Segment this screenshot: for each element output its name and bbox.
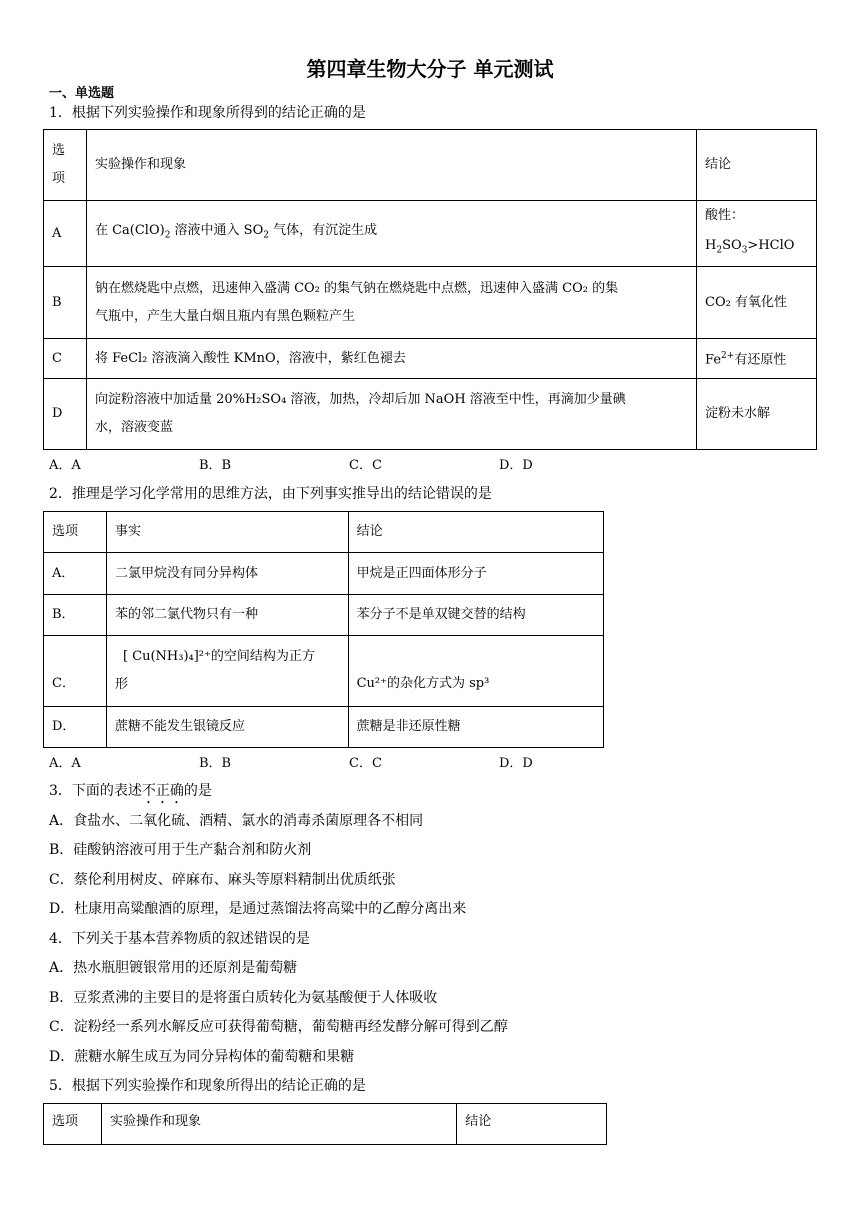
q2-stem: 2．推理是学习化学常用的思维方法，由下列事实推导出的结论错误的是 — [49, 486, 492, 502]
header-option: 选项 — [44, 130, 87, 201]
table-row — [44, 553, 604, 595]
row-conclusion: CO₂ 有氧化性 — [697, 267, 817, 339]
header-option: 选项 — [44, 512, 107, 553]
header-conclusion: 结论 — [697, 130, 817, 201]
option-b[interactable]: B．B — [199, 458, 232, 473]
q3-stem: 3．下面的表述不正确的是 — [49, 783, 212, 799]
header-option: 选项 — [44, 1104, 102, 1145]
row-operation: 钠在燃烧匙中点燃，迅速伸入盛满 CO₂ 的集气钠在燃烧匙中点燃，迅速伸入盛满 CO₂ 的集 气瓶中，产生大量白烟且瓶内有黑色颗粒产生 — [86, 267, 696, 339]
row-option: D — [44, 379, 87, 450]
q2-options — [49, 752, 649, 771]
row-option: C． — [44, 636, 107, 707]
q3-option-c[interactable]: C．蔡伦利用树皮、碎麻布、麻头等原料精制出优质纸张 — [49, 872, 396, 888]
option-a[interactable]: A．A — [49, 756, 81, 771]
q1-stem: 1．根据下列实验操作和现象所得到的结论正确的是 — [49, 105, 366, 121]
row-option: A． — [44, 553, 107, 595]
row-fact: 苯的邻二氯代物只有一种 — [106, 595, 348, 636]
q2-table — [43, 511, 604, 748]
option-a[interactable]: A．A — [49, 458, 81, 473]
option-c[interactable]: C．C — [349, 458, 382, 473]
header-operation: 实验操作和现象 — [86, 130, 696, 201]
row-conclusion: 酸性：$H_2SO_3>HClO$ — [697, 201, 817, 267]
row-fact: [ Cu(NH₃)₄]²⁺的空间结构为正方 形 — [106, 636, 348, 707]
row-conclusion: 苯分子不是单双键交替的结构 — [348, 595, 603, 636]
header-conclusion: 结论 — [457, 1104, 607, 1145]
header-fact: 事实 — [106, 512, 348, 553]
row-conclusion: 甲烷是正四面体形分子 — [348, 553, 603, 595]
q3-option-b[interactable]: B．硅酸钠溶液可用于生产黏合剂和防火剂 — [49, 842, 312, 858]
row-conclusion: $Fe^{2+}$有还原性 — [697, 339, 817, 379]
row-option: D． — [44, 707, 107, 748]
page-title: 第四章生物大分子 单元测试 — [306, 57, 554, 81]
row-operation: 在 $Ca(ClO)_2$ 溶液中通入 $SO_2$ 气体，有沉淀生成 — [86, 201, 696, 267]
table-row — [44, 339, 817, 379]
header-operation: 实验操作和现象 — [101, 1104, 456, 1145]
row-conclusion: 蔗糖是非还原性糖 — [348, 707, 603, 748]
option-d[interactable]: D．D — [499, 458, 533, 473]
q4-option-c[interactable]: C．淀粉经一系列水解反应可获得葡萄糖，葡萄糖再经发酵分解可得到乙醇 — [49, 1019, 508, 1035]
table-header-row — [44, 512, 604, 553]
q5-table — [43, 1103, 607, 1145]
q1-options — [49, 454, 649, 473]
q4-stem: 4．下列关于基本营养物质的叙述错误的是 — [49, 931, 310, 947]
option-d[interactable]: D．D — [499, 756, 533, 771]
row-operation: 将 FeCl₂ 溶液滴入酸性 KMnO，溶液中，紫红色褪去 — [86, 339, 696, 379]
table-header-row — [44, 130, 817, 201]
row-conclusion: 淀粉未水解 — [697, 379, 817, 450]
table-row — [44, 707, 604, 748]
table-row — [44, 201, 817, 267]
row-option: C — [44, 339, 87, 379]
row-operation: 向淀粉溶液中加适量 20%H₂SO₄ 溶液，加热，冷却后加 NaOH 溶液至中性，再滴加少量碘 水，溶液变蓝 — [86, 379, 696, 450]
q1-table — [43, 129, 817, 450]
table-row — [44, 267, 817, 339]
q4-option-d[interactable]: D．蔗糖水解生成互为同分异构体的葡萄糖和果糖 — [49, 1049, 355, 1065]
q3-option-a[interactable]: A．食盐水、二氧化硫、酒精、氯水的消毒杀菌原理各不相同 — [49, 813, 424, 829]
option-c[interactable]: C．C — [349, 756, 382, 771]
table-row — [44, 636, 604, 707]
option-b[interactable]: B．B — [199, 756, 232, 771]
row-fact: 二氯甲烷没有同分异构体 — [106, 553, 348, 595]
emphasis-text: 不正确 — [141, 783, 184, 799]
section-heading: 一、单选题 — [49, 86, 115, 101]
table-header-row — [44, 1104, 607, 1145]
row-option: B — [44, 267, 87, 339]
row-fact: 蔗糖不能发生银镜反应 — [106, 707, 348, 748]
row-option: B． — [44, 595, 107, 636]
q4-option-b[interactable]: B．豆浆煮沸的主要目的是将蛋白质转化为氨基酸便于人体吸收 — [49, 990, 438, 1006]
row-option: A — [44, 201, 87, 267]
q5-stem: 5．根据下列实验操作和现象所得出的结论正确的是 — [49, 1078, 366, 1094]
table-row — [44, 595, 604, 636]
table-row — [44, 379, 817, 450]
q3-option-d[interactable]: D．杜康用高粱酿酒的原理，是通过蒸馏法将高粱中的乙醇分离出来 — [49, 901, 467, 917]
header-conclusion: 结论 — [348, 512, 603, 553]
q4-option-a[interactable]: A．热水瓶胆镀银常用的还原剂是葡萄糖 — [49, 960, 298, 976]
row-conclusion: Cu²⁺的杂化方式为 sp³ — [348, 636, 603, 707]
